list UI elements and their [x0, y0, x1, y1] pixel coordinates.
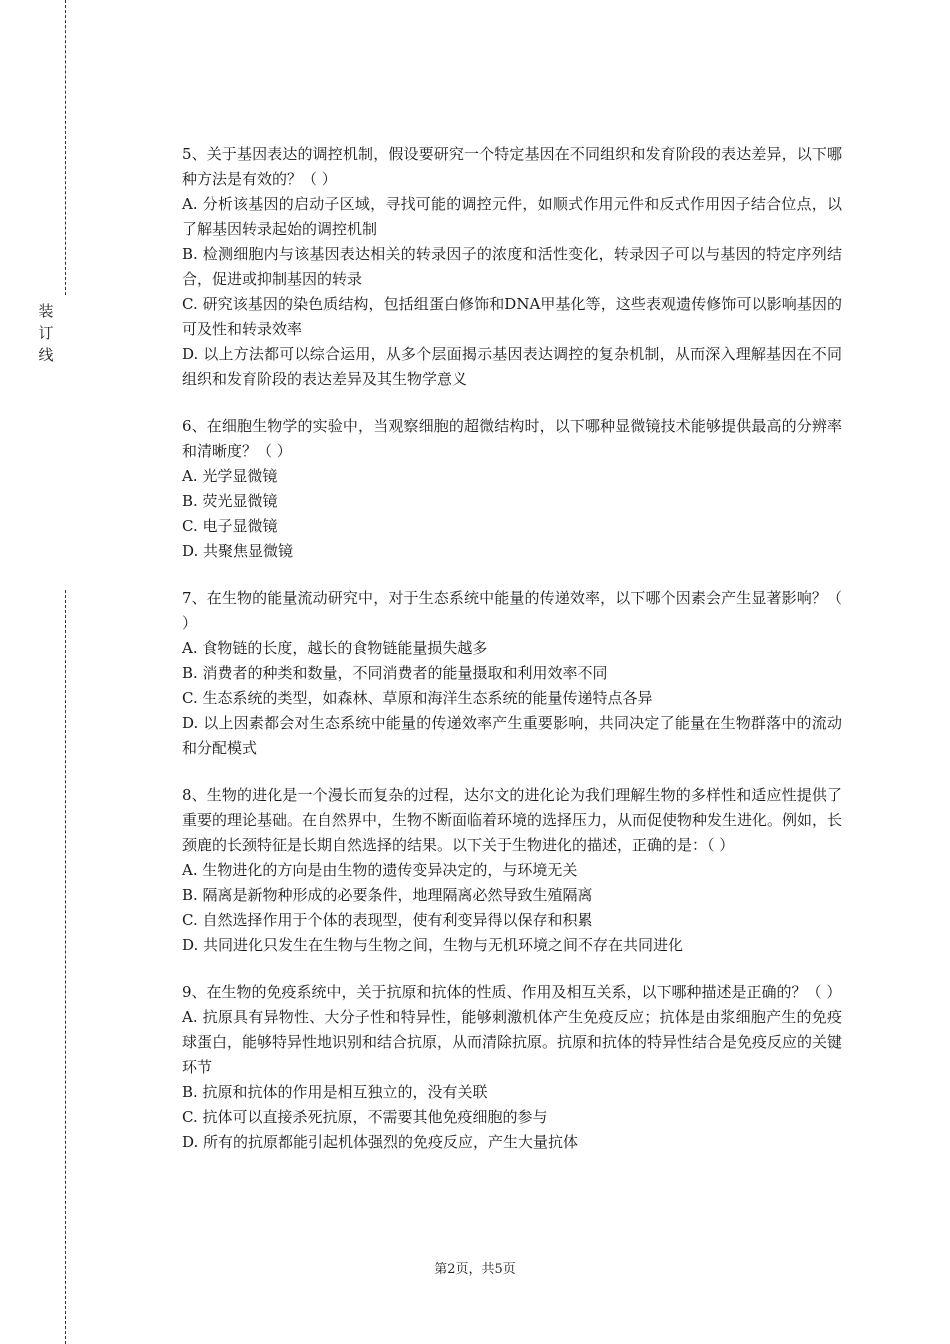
binding-label: 装订线	[38, 302, 54, 364]
question-stem: 8、生物的进化是一个漫长而复杂的过程，达尔文的进化论为我们理解生物的多样性和适应性提供了重要的理论基础。在自然界中，生物不断面临着环境的选择压力，从而促使物种发生进化。例如，长颈鹿的长颈特征是长期自然选择的结果。以下关于生物进化的描述，正确的是：（ ）	[182, 786, 843, 854]
option-c: C. 电子显微镜	[182, 517, 278, 535]
option-a: A. 食物链的长度，越长的食物链能量损失越多	[182, 639, 488, 657]
question-8	[182, 783, 842, 958]
option-b: B. 检测细胞内与该基因表达相关的转录因子的浓度和活性变化，转录因子可以与基因的特定序列结合，促进或抑制基因的转录	[182, 245, 842, 288]
option-d: D. 共同进化只发生在生物与生物之间，生物与无机环境之间不存在共同进化	[182, 936, 684, 954]
question-9	[182, 980, 842, 1155]
option-d: D. 以上因素都会对生态系统中能量的传递效率产生重要影响，共同决定了能量在生物群落中的流动和分配模式	[182, 714, 842, 757]
question-6	[182, 414, 842, 564]
option-b: B. 抗原和抗体的作用是相互独立的，没有关联	[182, 1083, 488, 1101]
binding-line-top	[65, 0, 66, 295]
option-c: C. 自然选择作用于个体的表现型，使有利变异得以保存和积累	[182, 911, 593, 929]
option-c: C. 生态系统的类型，如森林、草原和海洋生态系统的能量传递特点各异	[182, 689, 653, 707]
option-b: B. 荧光显微镜	[182, 492, 278, 510]
question-stem: 5、关于基因表达的调控机制，假设要研究一个特定基因在不同组织和发育阶段的表达差异，以下哪种方法是有效的？（ ）	[182, 145, 842, 188]
option-d: D. 共聚焦显微镜	[182, 542, 294, 560]
option-a: A. 分析该基因的启动子区域，寻找可能的调控元件，如顺式作用元件和反式作用因子结合位点，以了解基因转录起始的调控机制	[182, 195, 842, 238]
question-7	[182, 586, 842, 761]
option-d: D. 以上方法都可以综合运用，从多个层面揭示基因表达调控的复杂机制，从而深入理解基因在不同组织和发育阶段的表达差异及其生物学意义	[182, 345, 842, 388]
option-a: A. 抗原具有异物性、大分子性和特异性，能够刺激机体产生免疫反应；抗体是由浆细胞产生的免疫球蛋白，能够特异性地识别和结合抗原，从而清除抗原。抗原和抗体的特异性结合是免疫反应的关键环节	[182, 1008, 843, 1076]
question-stem: 6、在细胞生物学的实验中，当观察细胞的超微结构时，以下哪种显微镜技术能够提供最高的分辨率和清晰度？（ ）	[182, 417, 842, 460]
option-c: C. 研究该基因的染色质结构，包括组蛋白修饰和DNA甲基化等，这些表观遗传修饰可以影响基因的可及性和转录效率	[182, 295, 842, 338]
option-a: A. 生物进化的方向是由生物的遗传变异决定的，与环境无关	[182, 861, 578, 879]
page-number: 第2页，共5页	[434, 1262, 516, 1277]
option-d: D. 所有的抗原都能引起机体强烈的免疫反应，产生大量抗体	[182, 1133, 579, 1151]
question-stem: 9、在生物的免疫系统中，关于抗原和抗体的性质、作用及相互关系，以下哪种描述是正确的？（ ）	[182, 983, 842, 1001]
option-b: B. 消费者的种类和数量，不同消费者的能量摄取和利用效率不同	[182, 664, 608, 682]
option-c: C. 抗体可以直接杀死抗原，不需要其他免疫细胞的参与	[182, 1108, 548, 1126]
question-list	[182, 142, 842, 1177]
question-stem: 7、在生物的能量流动研究中，对于生态系统中能量的传递效率，以下哪个因素会产生显著影响？（ ）	[182, 589, 842, 632]
option-a: A. 光学显微镜	[182, 467, 278, 485]
question-5	[182, 142, 842, 392]
binding-line-bottom	[65, 590, 66, 1344]
option-b: B. 隔离是新物种形成的必要条件，地理隔离必然导致生殖隔离	[182, 886, 593, 904]
